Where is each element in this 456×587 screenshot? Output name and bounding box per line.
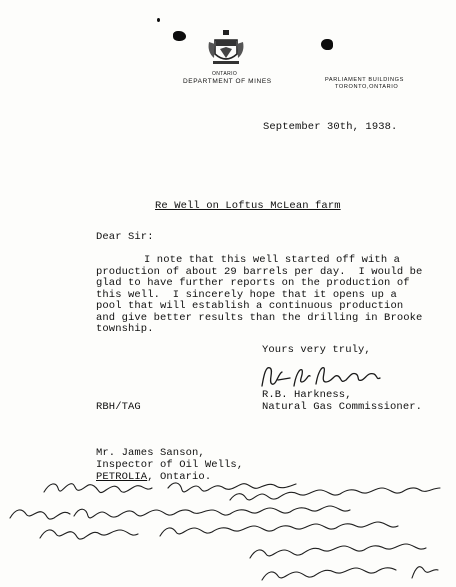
letter-date: September 30th, 1938. bbox=[263, 121, 398, 133]
salutation: Dear Sir: bbox=[96, 231, 154, 243]
department-name: DEPARTMENT OF MINES bbox=[183, 78, 272, 85]
handwritten-notes bbox=[0, 478, 456, 587]
letter-body bbox=[96, 255, 422, 336]
body-line: production of about 29 barrels per day. I would be bbox=[96, 265, 423, 278]
signer-name: R.B. Harkness, bbox=[262, 389, 352, 401]
body-line: township. bbox=[96, 323, 154, 335]
recipient-city: PETROLIA bbox=[96, 471, 148, 483]
body-line: and give better results than the drilling in Brooke bbox=[96, 311, 423, 324]
body-line: pool that will establish a continuous production bbox=[96, 300, 404, 312]
ink-blot-right bbox=[321, 39, 333, 50]
closing: Yours very truly, bbox=[262, 344, 371, 356]
letter-subject: Re Well on Loftus McLean farm bbox=[155, 200, 341, 212]
address-line-2: TORONTO,ONTARIO bbox=[335, 84, 399, 90]
address-line-1: PARLIAMENT BUILDINGS bbox=[325, 77, 404, 83]
recipient-title: Inspector of Oil Wells, bbox=[96, 459, 244, 471]
crest-label: ONTARIO bbox=[212, 71, 238, 77]
recipient-name: Mr. James Sanson, bbox=[96, 447, 205, 459]
reference-initials: RBH/TAG bbox=[96, 401, 141, 413]
recipient-province: , Ontario. bbox=[147, 471, 212, 483]
ink-blot-left bbox=[173, 31, 186, 41]
body-line: this well. I sincerely hope that it opens up a bbox=[96, 288, 397, 301]
handwritten-signature bbox=[256, 360, 386, 392]
signer-title: Natural Gas Commissioner. bbox=[262, 401, 423, 413]
ink-dot bbox=[157, 18, 160, 22]
ontario-crest-icon bbox=[205, 28, 247, 70]
body-line: glad to have further reports on the production of bbox=[96, 277, 410, 289]
body-line: I note that this well started off with a bbox=[144, 254, 401, 266]
